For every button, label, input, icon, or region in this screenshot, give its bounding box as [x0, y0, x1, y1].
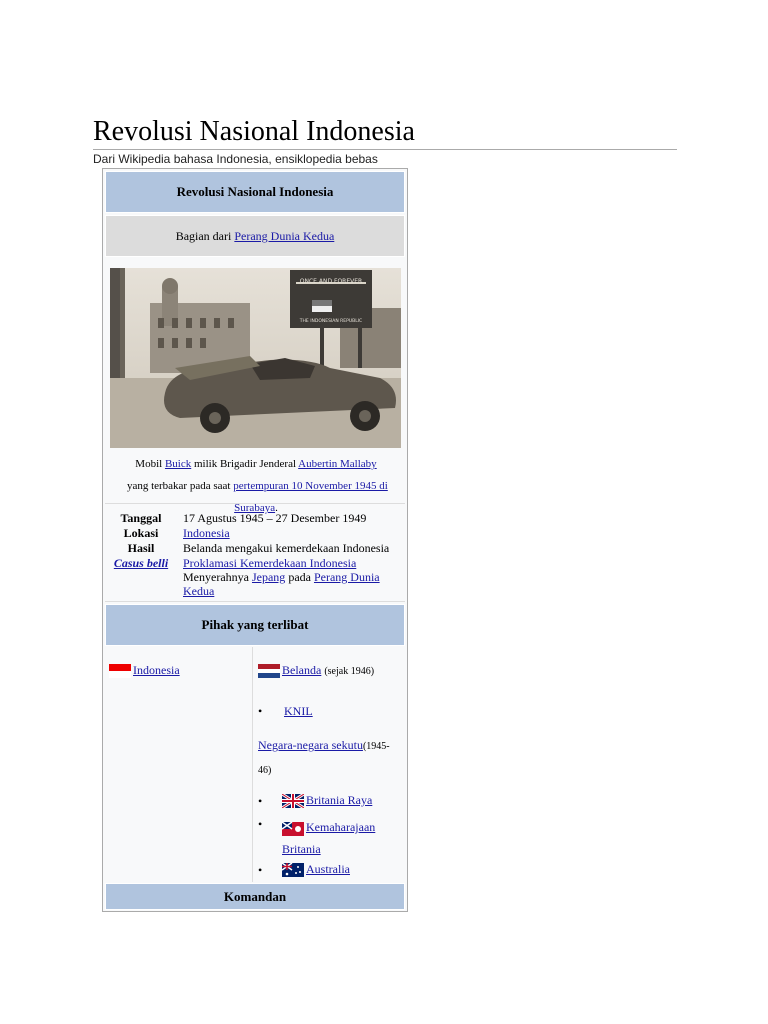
title-divider	[93, 149, 677, 150]
infobox-image[interactable]	[110, 268, 401, 448]
caption-text: Mobil	[135, 458, 165, 470]
casus-text: Menyerahnya	[183, 570, 252, 584]
link-perang-dunia-kedua[interactable]: Perang Dunia Kedua	[234, 228, 335, 243]
link-buick[interactable]: Buick	[164, 458, 192, 470]
ally-australia	[282, 862, 404, 877]
infobox-header: Revolusi Nasional Indonesia	[105, 171, 405, 213]
casus-text: pada	[285, 570, 314, 584]
link-jepang[interactable]: Jepang	[251, 570, 286, 584]
divider	[105, 503, 405, 504]
casus-belli-row	[103, 556, 403, 598]
casus-belli-value	[183, 556, 393, 598]
date-row	[103, 511, 403, 525]
part-of-row	[105, 215, 405, 257]
bullet-icon: •	[258, 863, 263, 877]
link-indonesia[interactable]: Indonesia	[183, 526, 230, 540]
link-casus-belli[interactable]: Casus belli	[113, 556, 169, 570]
commanders-header: Komandan	[105, 883, 405, 910]
location-row	[103, 526, 403, 540]
caption-text: .	[275, 502, 278, 514]
sign-text-2: THE INDONESIAN REPUBLIC	[299, 319, 363, 324]
bullet-icon: •	[258, 817, 263, 831]
page-title: Revolusi Nasional Indonesia	[93, 116, 415, 147]
result-label: Hasil	[127, 541, 155, 555]
bullet-icon: •	[258, 794, 263, 808]
allies-row	[258, 734, 404, 782]
date-label: Tanggal	[120, 511, 162, 525]
link-britania[interactable]: Britania	[282, 842, 321, 856]
caption-text: yang terbakar pada saat	[124, 480, 234, 492]
bullet-icon: •	[258, 704, 263, 718]
indonesia-flag-icon	[109, 664, 131, 678]
caption-text: milik Brigadir Jenderal	[191, 458, 299, 470]
divider	[105, 601, 405, 602]
australia-flag-icon	[282, 863, 304, 877]
link-perang-dunia[interactable]: Perang Dunia	[313, 570, 380, 584]
netherlands-flag-icon	[258, 664, 280, 678]
link-indonesia-belligerent[interactable]: Indonesia	[133, 663, 180, 677]
belligerent-belanda	[258, 663, 404, 679]
link-kedua[interactable]: Kedua	[183, 584, 215, 598]
link-aubertin-mallaby[interactable]: Aubertin Mallaby	[298, 458, 377, 470]
belligerents-header: Pihak yang terlibat	[105, 604, 405, 646]
belligerent-indonesia	[109, 663, 249, 678]
date-value: 17 Agustus 1945 – 27 Desember 1949	[183, 511, 367, 525]
link-pertempuran-surabaya[interactable]: pertempuran 10 November 1945 di Surabaya	[233, 480, 388, 514]
sign-text-1: ONCE AND FOREVER	[299, 278, 363, 285]
ally-britania-raya	[282, 793, 404, 808]
location-label: Lokasi	[123, 526, 159, 540]
allies-note-2: 46)	[258, 765, 272, 776]
ally-kemaharajaan	[282, 816, 404, 860]
link-australia[interactable]: Australia	[306, 862, 350, 876]
link-proklamasi[interactable]: Proklamasi Kemerdekaan Indonesia	[183, 556, 357, 570]
result-value: Belanda mengakui kemerdekaan Indonesia	[183, 541, 390, 555]
belanda-note: (sejak 1946)	[324, 666, 375, 677]
link-belanda[interactable]: Belanda	[282, 663, 322, 677]
part-of-prefix: Bagian dari	[175, 228, 235, 243]
link-britania-raya[interactable]: Britania Raya	[306, 793, 373, 807]
result-row	[103, 541, 403, 555]
image-caption	[107, 453, 405, 514]
link-kemaharajaan[interactable]: Kemaharajaan	[306, 820, 376, 834]
column-divider	[252, 647, 253, 882]
page-subtitle: Dari Wikipedia bahasa Indonesia, ensiklopedia bebas	[93, 152, 378, 166]
uk-flag-icon	[282, 794, 304, 808]
allies-note: (1945-	[362, 741, 390, 752]
link-negara-sekutu[interactable]: Negara-negara sekutu	[258, 738, 363, 752]
link-knil[interactable]: KNIL	[284, 704, 313, 718]
infobox	[102, 168, 408, 912]
british-empire-flag-icon	[282, 821, 304, 835]
